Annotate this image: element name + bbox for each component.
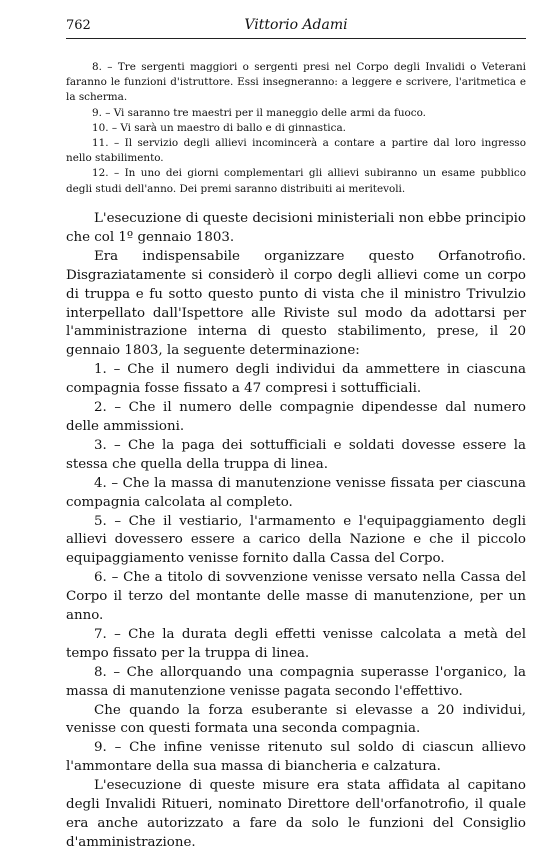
footnote-list — [66, 60, 526, 197]
paragraph: 3. – Che la paga dei sottufficiali e soldati dovesse essere la stessa che quella della truppa di linea. — [66, 437, 526, 472]
paragraph: 9. – Che infine venisse ritenuto sul soldo di ciascun allievo l'ammontare della sua massa di biancheria e calzatura. — [66, 740, 526, 775]
paragraph: L'esecuzione di queste misure era stata affidata al capitano degli Invalidi Ritueri, nominato Direttore dell'orfanotrofio, il quale era anche autorizzato a fare da solo le funzioni del Consiglio d'amministrazione. — [66, 778, 526, 850]
paragraph: 7. – Che la durata degli effetti venisse calcolata a metà del tempo fissato per la truppa di linea. — [66, 626, 526, 661]
note-item: 10. – Vi sarà un maestro di ballo e di ginnastica. — [92, 121, 346, 134]
main-text — [66, 210, 526, 853]
note-item: 12. – In uno dei giorni complementari gli allievi subiranno un esame pubblico degli studi dell'anno. Dei premi saranno distribuiti ai meritevoli. — [66, 167, 526, 195]
header-rule — [66, 38, 526, 39]
paragraph: 1. – Che il numero degli individui da ammettere in ciascuna compagnia fosse fissato a 47 compresi i sottufficiali. — [66, 362, 526, 397]
page-number: 762 — [66, 18, 91, 33]
paragraph: L'esecuzione di queste decisioni ministeriali non ebbe principio che col 1º gennaio 1803. — [66, 211, 526, 245]
page-header — [66, 18, 526, 38]
paragraph: 8. – Che allorquando una compagnia superasse l'organico, la massa di manutenzione venisse pagata secondo l'effettivo. — [66, 664, 526, 699]
paragraph: 6. – Che a titolo di sovvenzione venisse versato nella Cassa del Corpo il terzo del montante delle masse di manutenzione, per un anno. — [66, 570, 526, 624]
note-item: 11. – Il servizio degli allievi incomincerà a contare a partire dal loro ingresso nello stabilimento. — [66, 137, 526, 165]
note-item: 8. – Tre sergenti maggiori o sergenti presi nel Corpo degli Invalidi o Veterani faranno le funzioni d'istruttore. Essi insegneranno: a leggere e scrivere, l'aritmetica e la scherma. — [66, 61, 526, 104]
paragraph: 4. – Che la massa di manutenzione venisse fissata per ciascuna compagnia calcolata al completo. — [66, 475, 526, 510]
paragraph: Che quando la forza esuberante si elevasse a 20 individui, venisse con questi formata una seconda compagnia. — [66, 702, 526, 737]
paragraph: 5. – Che il vestiario, l'armamento e l'equipaggiamento degli allievi dovessero essere a carico della Nazione e che il piccolo equipaggiamento venisse fornito dalla Cassa del Corpo. — [66, 513, 526, 567]
paragraph: Era indispensabile organizzare questo Orfanotrofio. Disgraziatamente si considerò il corpo degli allievi come un corpo di truppa e fu sotto questo punto di vista che il ministro Trivulzio interpellato dall'Ispettore alle Riviste sul modo da adottarsi per l'amministrazione interna di questo stabilimento, prese, il 20 gennaio 1803, la seguente determinazione: — [66, 248, 526, 359]
paragraph: 2. – Che il numero delle compagnie dipendesse dal numero delle ammissioni. — [66, 400, 526, 434]
note-item: 9. – Vi saranno tre maestri per il maneggio delle armi da fuoco. — [92, 106, 426, 119]
running-title: Vittorio Adami — [244, 17, 348, 33]
